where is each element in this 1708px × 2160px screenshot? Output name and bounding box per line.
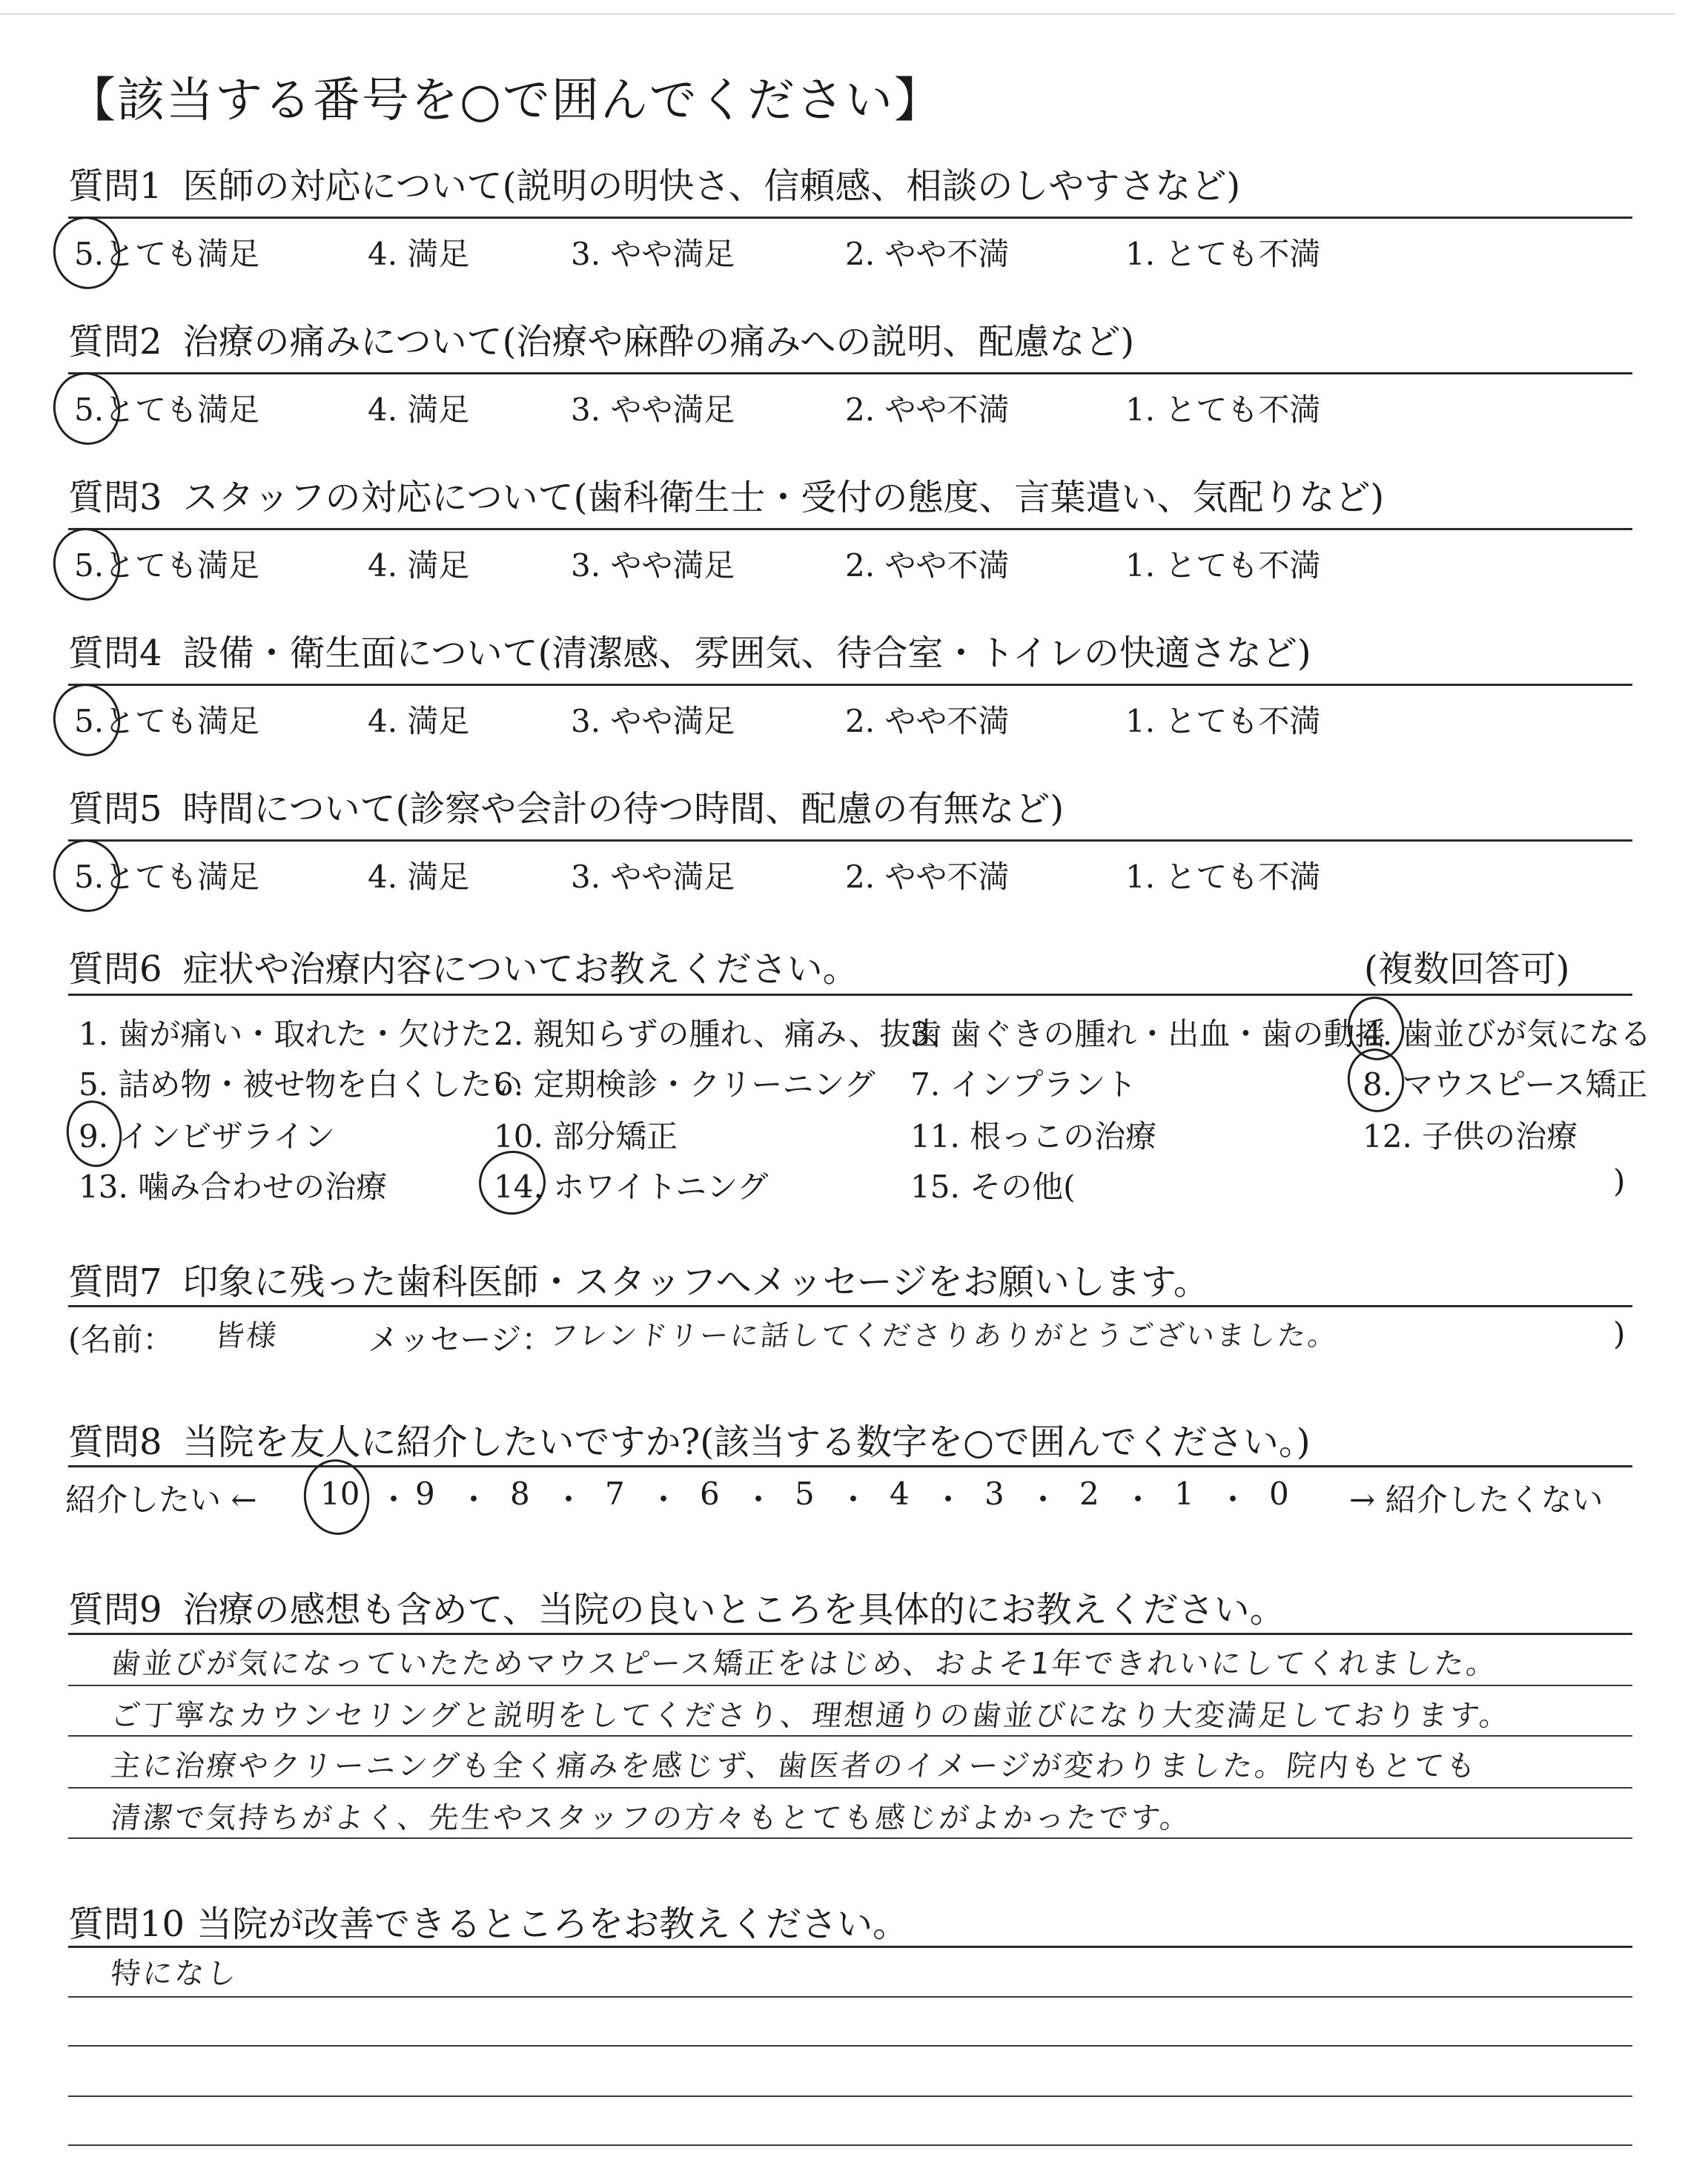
q8-right-label: → 紹介したくない — [1349, 1482, 1603, 1518]
q1-option-2[interactable]: 2. やや不満 — [845, 236, 1010, 272]
q4-option-2[interactable]: 2. やや不満 — [845, 703, 1010, 739]
q2-selection-circle — [47, 366, 127, 452]
q6-option-13[interactable]: 13. 噛み合わせの治療 — [79, 1169, 388, 1205]
page-title: 【該当する番号を○で囲んでください】 — [68, 73, 943, 128]
q8-scale-9[interactable]: 9 — [415, 1476, 435, 1512]
q6-option-15-close: ) — [1613, 1163, 1626, 1199]
q1-rule — [68, 217, 1632, 219]
q8-left-label: 紹介したい ← — [65, 1482, 257, 1518]
q5-selection-circle — [47, 833, 127, 919]
q4-text: 設備・衛生面について(清潔感、雰囲気、待合室・トイレの快適さなど) — [182, 633, 1311, 674]
q8-separator: ・ — [838, 1482, 870, 1518]
q6-option-14[interactable]: 14. ホワイトニング — [494, 1169, 769, 1205]
q1-option-5[interactable]: 5.とても満足 — [74, 236, 260, 272]
q6-note: (複数回答可) — [1364, 948, 1570, 990]
q10-answer-line-4 — [68, 2144, 1632, 2146]
q9-answer-line-3 — [68, 1787, 1632, 1789]
q5-number: 質問5 — [68, 788, 162, 830]
q7-number: 質問7 — [68, 1261, 162, 1303]
q2-option-1[interactable]: 1. とても不満 — [1125, 392, 1321, 428]
q9-answer-text-3[interactable]: 主に治療やクリーニングも全く痛みを感じず、歯医者のイメージが変わりました。院内もとても — [109, 1749, 1480, 1783]
q6-option-15[interactable]: 15. その他( — [910, 1169, 1076, 1205]
q1-option-1[interactable]: 1. とても不満 — [1125, 236, 1321, 272]
top-border — [0, 13, 1675, 15]
q7-close-paren: ) — [1613, 1315, 1626, 1352]
q6-number: 質問6 — [68, 948, 162, 990]
q6-option-10[interactable]: 10. 部分矯正 — [494, 1118, 678, 1155]
q5-option-3[interactable]: 3. やや満足 — [571, 859, 735, 895]
q10-answer-line-1 — [68, 1996, 1632, 1998]
q4-option-4[interactable]: 4. 満足 — [368, 703, 470, 739]
q9-answer-line-2 — [68, 1735, 1632, 1737]
q8-separator: ・ — [933, 1482, 964, 1518]
q9-answer-text-2[interactable]: ご丁寧なカウンセリングと説明をしてくださり、理想通りの歯並びになり大変満足しております。 — [109, 1699, 1513, 1733]
q5-option-1[interactable]: 1. とても不満 — [1125, 859, 1321, 895]
q9-answer-text-1[interactable]: 歯並びが気になっていたためマウスピース矯正をはじめ、およそ1年できれいにしてくれました。 — [109, 1647, 1500, 1681]
q5-option-5[interactable]: 5.とても満足 — [74, 859, 260, 895]
q6-circle-8 — [1343, 1044, 1409, 1117]
q4-option-5[interactable]: 5.とても満足 — [74, 703, 260, 739]
q2-option-2[interactable]: 2. やや不満 — [845, 392, 1010, 428]
q8-scale-10[interactable]: 10 — [320, 1476, 360, 1512]
q8-scale-8[interactable]: 8 — [510, 1476, 530, 1512]
q5-option-4[interactable]: 4. 満足 — [368, 859, 470, 895]
q6-circle-9 — [62, 1096, 128, 1171]
q6-option-2[interactable]: 2. 親知らずの腫れ、痛み、抜歯 — [494, 1016, 942, 1052]
q6-text: 症状や治療内容についてお教えください。 — [182, 948, 858, 990]
q8-scale-7[interactable]: 7 — [605, 1476, 625, 1512]
q6-option-3[interactable]: 3. 歯ぐきの腫れ・出血・歯の動揺 — [910, 1016, 1386, 1052]
q8-title — [68, 1413, 1311, 1464]
q8-separator: ・ — [458, 1482, 490, 1518]
q6-title — [68, 940, 858, 991]
q8-separator: ・ — [378, 1482, 410, 1518]
q3-selection-circle — [47, 522, 127, 607]
q2-option-4[interactable]: 4. 満足 — [368, 392, 470, 428]
q9-rule — [68, 1633, 1632, 1635]
q9-number: 質問9 — [68, 1589, 162, 1631]
q4-title — [68, 624, 1311, 676]
q5-rule — [68, 839, 1632, 842]
q6-option-11[interactable]: 11. 根っこの治療 — [910, 1118, 1157, 1155]
q1-text: 医師の対応について(説明の明快さ、信頼感、相談のしやすさなど) — [182, 165, 1241, 207]
q8-number: 質問8 — [68, 1421, 162, 1463]
q3-rule — [68, 528, 1632, 530]
q3-title — [68, 469, 1384, 520]
q8-separator: ・ — [1217, 1482, 1249, 1518]
q10-title — [68, 1895, 908, 1946]
q7-message-label: メッセージ： — [368, 1321, 553, 1358]
q7-message-value[interactable]: フレンドリーに話してくださりありがとうございました。 — [548, 1319, 1340, 1352]
q2-option-3[interactable]: 3. やや満足 — [571, 392, 735, 428]
q8-separator: ・ — [553, 1482, 585, 1518]
q10-number: 質問10 — [68, 1903, 185, 1945]
q7-name-label: (名前： — [68, 1321, 174, 1358]
q3-number: 質問3 — [68, 477, 162, 518]
q8-scale-2[interactable]: 2 — [1079, 1476, 1099, 1512]
q8-rule — [68, 1465, 1632, 1467]
q3-option-4[interactable]: 4. 満足 — [368, 547, 470, 584]
q6-option-7[interactable]: 7. インプラント — [910, 1066, 1137, 1103]
q7-name-value[interactable]: 皆様 — [213, 1319, 281, 1353]
q6-option-6[interactable]: 6. 定期検診・クリーニング — [494, 1066, 875, 1103]
q1-number: 質問1 — [68, 165, 162, 207]
q2-text: 治療の痛みについて(治療や麻酔の痛みへの説明、配慮など) — [182, 321, 1135, 363]
q7-title — [68, 1253, 1209, 1304]
q8-scale-0[interactable]: 0 — [1269, 1476, 1289, 1512]
q8-circle-10 — [299, 1455, 374, 1539]
q6-option-9[interactable]: 9. インビザライン — [79, 1118, 336, 1155]
q8-separator: ・ — [1122, 1482, 1154, 1518]
q9-answer-text-4[interactable]: 清潔で気持ちがよく、先生やスタッフの方々もとても感じがよかったです。 — [109, 1801, 1194, 1835]
q9-text: 治療の感想も含めて、当院の良いところを具体的にお教えください。 — [182, 1589, 1285, 1631]
q10-answer-line-3 — [68, 2095, 1632, 2097]
q4-option-1[interactable]: 1. とても不満 — [1125, 703, 1321, 739]
q1-option-4[interactable]: 4. 満足 — [368, 236, 470, 272]
q9-answer-line-1 — [68, 1685, 1632, 1686]
q8-scale-3[interactable]: 3 — [984, 1476, 1004, 1512]
q10-text: 当院が改善できるところをお教えください。 — [196, 1903, 909, 1945]
q8-separator: ・ — [648, 1482, 680, 1518]
q2-number: 質問2 — [68, 321, 162, 363]
q8-scale-6[interactable]: 6 — [700, 1476, 720, 1512]
q3-option-3[interactable]: 3. やや満足 — [571, 547, 735, 584]
q6-circle-14 — [474, 1146, 549, 1219]
q8-scale-5[interactable]: 5 — [795, 1476, 815, 1512]
q2-title — [68, 313, 1134, 364]
q7-text: 印象に残った歯科医師・スタッフへメッセージをお願いします。 — [182, 1261, 1209, 1303]
q1-option-3[interactable]: 3. やや満足 — [571, 236, 735, 272]
q8-text: 当院を友人に紹介したいですか?(該当する数字を○で囲んでください。) — [182, 1421, 1311, 1463]
q6-option-1[interactable]: 1. 歯が痛い・取れた・欠けた — [79, 1016, 492, 1052]
q10-answer-text[interactable]: 特になし — [109, 1957, 241, 1991]
q9-answer-line-4 — [68, 1837, 1632, 1839]
q6-option-5[interactable]: 5. 詰め物・被せ物を白くしたい — [79, 1066, 523, 1103]
q9-title — [68, 1581, 1285, 1632]
q4-option-3[interactable]: 3. やや満足 — [571, 703, 735, 739]
q8-scale-4[interactable]: 4 — [890, 1476, 910, 1512]
q2-rule — [68, 372, 1632, 374]
q3-option-2[interactable]: 2. やや不満 — [845, 547, 1010, 584]
q6-option-8[interactable]: 8. マウスピース矯正 — [1363, 1066, 1648, 1103]
q8-scale-1[interactable]: 1 — [1174, 1476, 1194, 1512]
q4-rule — [68, 684, 1632, 686]
q5-title — [68, 780, 1064, 831]
q3-option-1[interactable]: 1. とても不満 — [1125, 547, 1321, 584]
q7-rule — [68, 1305, 1632, 1307]
q8-separator: ・ — [1027, 1482, 1059, 1518]
q2-option-5[interactable]: 5.とても満足 — [74, 392, 260, 428]
q6-rule — [68, 994, 1632, 996]
q10-rule — [68, 1946, 1632, 1948]
q4-selection-circle — [47, 678, 127, 763]
q4-number: 質問4 — [68, 633, 162, 674]
q6-option-4[interactable]: 4. 歯並びが気になる — [1363, 1016, 1652, 1052]
q5-text: 時間について(診察や会計の待つ時間、配慮の有無など) — [182, 788, 1065, 830]
q3-option-5[interactable]: 5.とても満足 — [74, 547, 260, 584]
q8-separator: ・ — [743, 1482, 775, 1518]
q3-text: スタッフの対応について(歯科衛生士・受付の態度、言葉遣い、気配りなど) — [182, 477, 1385, 518]
q1-title — [68, 157, 1240, 208]
q5-option-2[interactable]: 2. やや不満 — [845, 859, 1010, 895]
q1-selection-circle — [47, 211, 127, 296]
q6-option-12[interactable]: 12. 子供の治療 — [1363, 1118, 1578, 1155]
q10-answer-line-2 — [68, 2045, 1632, 2047]
